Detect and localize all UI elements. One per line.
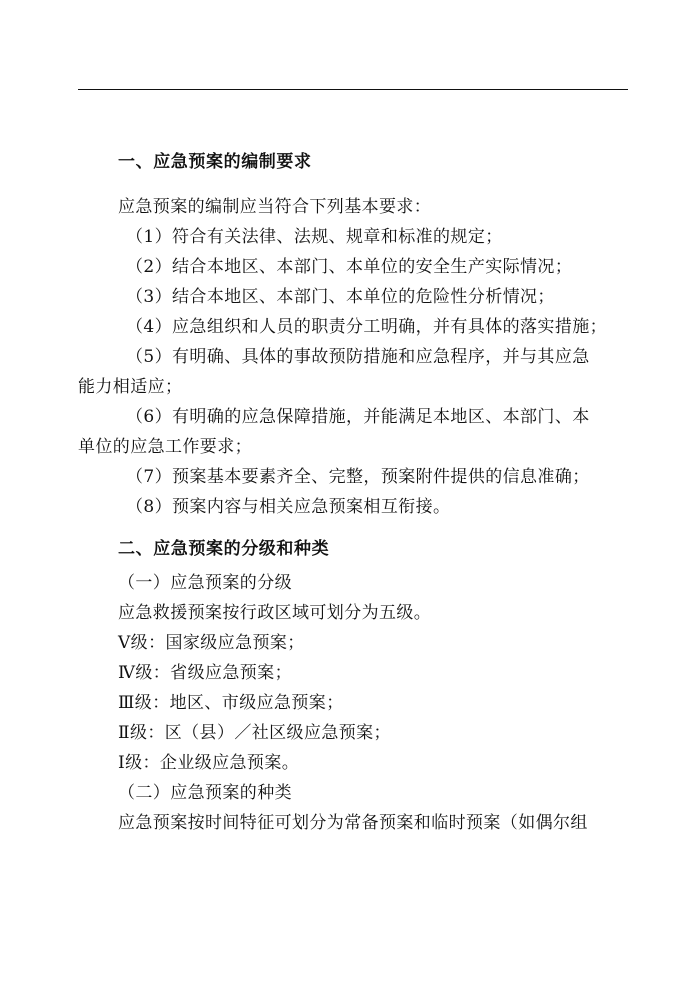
document-body [78,147,628,838]
requirement-2: （2）结合本地区、本部门、本单位的安全生产实际情况； [126,257,573,277]
section-heading-1: 一、应急预案的编制要求 [118,152,312,172]
subheading-levels: （一）应急预案的分级 [118,573,292,593]
requirement-1: （1）符合有关法律、法规、规章和标准的规定； [126,227,503,247]
paragraph-intro: 应急预案的编制应当符合下列基本要求： [118,197,432,217]
header-rule [78,89,628,90]
requirement-5: （5）有明确、具体的事故预防措施和应急程序，并与其应急 [126,347,590,367]
level-4: Ⅳ级：省级应急预案； [118,663,292,683]
requirement-8: （8）预案内容与相关应急预案相互衔接。 [126,497,451,517]
requirement-6: （6）有明确的应急保障措施，并能满足本地区、本部门、本 [126,407,590,427]
level-5: Ⅴ级：国家级应急预案； [118,633,305,653]
level-1: Ⅰ级：企业级应急预案。 [118,753,300,773]
paragraph-levels-intro: 应急救援预案按行政区域可划分为五级。 [118,603,432,623]
subheading-types: （二）应急预案的种类 [118,783,292,803]
requirement-7: （7）预案基本要素齐全、完整，预案附件提供的信息准确； [126,467,590,487]
requirement-6-continued: 单位的应急工作要求； [78,437,252,457]
level-3: Ⅲ级：地区、市级应急预案； [118,693,344,713]
level-2: Ⅱ级：区（县）／社区级应急预案； [118,723,391,743]
requirement-3: （3）结合本地区、本部门、本单位的危险性分析情况； [126,287,555,307]
section-heading-2: 二、应急预案的分级和种类 [118,539,330,559]
requirement-5-continued: 能力相适应； [78,377,183,397]
paragraph-types-intro: 应急预案按时间特征可划分为常备预案和临时预案（如偶尔组 [118,813,588,833]
requirement-4: （4）应急组织和人员的职责分工明确，并有具体的落实措施； [126,317,608,337]
